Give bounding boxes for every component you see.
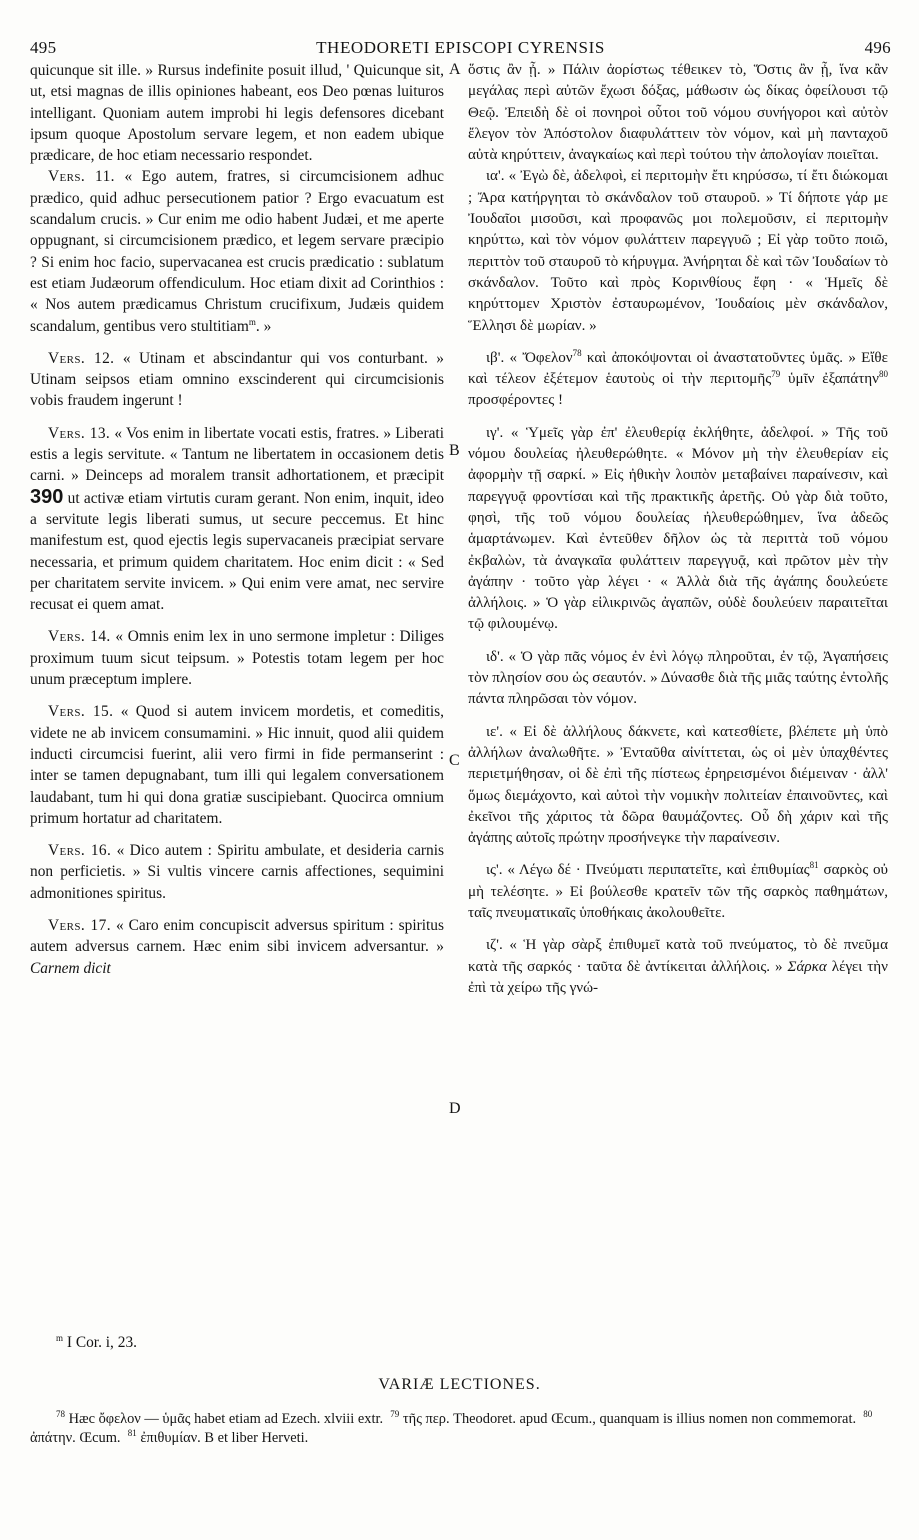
footnote-text: I Cor. i, 23.	[66, 1334, 137, 1351]
footnote-ref: m	[248, 316, 256, 327]
variae-lectiones	[30, 1410, 890, 1448]
verse-label: ις'.	[486, 862, 503, 879]
verse-label: Vers. 15.	[48, 703, 114, 721]
greek-verse-15	[468, 722, 888, 850]
running-header	[30, 37, 891, 59]
verse-label: Vers. 11.	[48, 168, 115, 186]
verse-text: « Dico autem : Spiritu ambulate, et desideria carnis non perficietis. » Si vultis vincere carnis affectiones, sequimini admonitiones spiritus.	[30, 842, 444, 902]
verse-text: « Utinam et abscindantur qui vos conturbant. » Utinam seipsos etiam omnino exscinderent qui circumcisionis vobis fraudem ingerunt !	[30, 349, 444, 410]
greek-verse-16	[468, 860, 888, 924]
verse-label: ιε'.	[486, 723, 503, 740]
verse-tail: λέγει τὴν ἐπὶ τὰ χείρω τῆς γνώ-	[468, 958, 888, 996]
verse-text-cont: ut activæ etiam virtutis curam gerant. Non enim, inquit, ideo a servitute legis liberati sumus, ut secure peccemus. Et hinc manifestum est, quod ejectis legis supervacaneis præcipiat servare necessaria, et primum quidem charitatem. Hoc enim dicit : « Sed per charitatem servite invicem. » Qui enim vere amat, nec servire recusat ei quem amat.	[30, 489, 444, 614]
verse-text: « Ὁ γὰρ πᾶς νόμος ἐν ἑνὶ λόγῳ πληροῦται, ἐν τῷ, Ἀγαπήσεις τὸν πλησίον σου ὡς σεαυτόν. » Δύνασθε διὰ τῆς μιᾶς ταύτης ἐντολῆς πάντα πληρῶσαι τὸν νόμον.	[468, 648, 888, 708]
verse-text: « Ὄφελον	[509, 349, 573, 366]
margin-letter-a: A	[449, 61, 461, 78]
verse-label: ιγ'.	[486, 424, 504, 441]
verse-label: ιβ'.	[486, 349, 505, 366]
page-number-right: 496	[864, 38, 891, 57]
verse-label: Vers. 13.	[48, 424, 111, 442]
variant-text: Hæc ὄφελον — ὑμᾶς habet etiam ad Ezech. xlviii extr.	[68, 1411, 384, 1427]
variant-num: 79	[390, 1409, 400, 1420]
verse-label: ιδ'.	[486, 648, 504, 665]
verse-tail-italic: Σάρκα	[787, 958, 827, 975]
greek-verse-12	[468, 348, 888, 412]
greek-verse-17	[468, 935, 888, 999]
verse-text: « Omnis enim lex in uno sermone impletur : Diliges proximum tuum sicut teipsum. » Potestis totam legem per hoc unum præceptum implere.	[30, 628, 444, 689]
variant-ref-79: 79	[771, 369, 781, 380]
verse-text: προσφέροντες !	[468, 392, 563, 409]
variant-ref-78: 78	[572, 347, 582, 358]
running-title: THEODORETI EPISCOPI CYRENSIS	[316, 38, 605, 57]
latin-intro: quicunque sit ille. » Rursus indefinite posuit illud, ' Quicunque sit, ut, etsi magnas de illis opiniones habeant, eos Deo pœnas luituros intelligant. Quoniam autem improbi hi legis defensores dicebant ipsum quoque Apostolum servare legem, et non eadem ubique prædicare, de hoc etiam necessario respondet.	[30, 62, 444, 165]
margin-letter-b: B	[449, 442, 460, 459]
variant-num: 81	[127, 1428, 137, 1439]
verse-text: « Ὑμεῖς γὰρ ἐπ' ἐλευθερίᾳ ἐκλήθητε, ἀδελφοί. » Τῆς τοῦ νόμου δουλείας ἠλευθερώθητε. « Μόνον μὴ τὴν ἐλευθερίαν εἰς ἀφορμὴν τῇ σαρκί. » Εἰς ἠθικὴν λοιπὸν μεταβαίνει παραίνεσιν, καὶ παρεγγυᾷ φροντίσαι καὶ τῆς πρακτικῆς ἀρετῆς. Οὐ γὰρ διὰ τοῦτο, φησὶ, τῆς τοῦ νόμου δουλείας ἠλευθερώθημεν, ἵνα ἀδεῶς ἁμαρτάνωμεν. Καὶ ἐντεῦθεν δῆλον ὡς τὰ περιττὰ τοῦ νόμου ἐκβαλὼν, τὰ ἀναγκαῖα φυλάττειν παρεγγυᾷ, καὶ πρῶτον μὲν τὴν ἀγάπην · τοῦτο γὰρ λέγει · « Ἀλλὰ διὰ τῆς ἀγάπης δουλεύετε ἀλλήλοις. » Ὁ γὰρ εἰλικρινῶς ἀγαπῶν, οὐδὲ δουλεύειν παραιτεῖται τῷ φιλουμένῳ.	[468, 424, 888, 633]
verse-text-end: . »	[255, 317, 272, 335]
verse-text: « Ἡ γὰρ σὰρξ ἐπιθυμεῖ κατὰ τοῦ πνεύματος, τὸ δὲ πνεῦμα κατὰ τῆς σαρκός · ταῦτα δὲ ἀντίκειται ἀλλήλοις. »	[468, 937, 888, 975]
variant-ref-80: 80	[879, 369, 888, 380]
verse-label: Vers. 17.	[48, 916, 111, 934]
greek-verse-14	[468, 647, 888, 711]
verse-text: « Ἐγὼ δὲ, ἀδελφοὶ, εἰ περιτομὴν ἔτι κηρύσσω, τί ἔτι διώκομαι ; Ἄρα κατήργηται τὸ σκάνδαλον τοῦ σταυροῦ. » Τί δήποτε γάρ με Ἰουδαῖοι μισοῦσι, καὶ προφανῶς μοι πολεμοῦσιν, εἰ περιτομὴν κηρύττω, καὶ τὸν νόμον φυλάττειν παρεγγυῶ ; Εἰ γὰρ τοῦτο ποιῶ, περιττὸν τοῦ σταυροῦ τὸ κήρυγμα. Ἀνήρηται δὲ καὶ τῶν Ἰουδαίων τὸ σκάνδαλον. Τοῦτο καὶ πρὸς Κορινθίους ἔφη · « Ἡμεῖς δὲ κηρύττομεν Χριστὸν ἐσταυρωμένον, Ἰουδαίοις μὲν σκάνδαλον, Ἕλλησι δὲ μωρίαν. »	[468, 168, 888, 334]
verse-label: Vers. 12.	[48, 349, 115, 367]
verse-label: ια'.	[486, 168, 505, 185]
verse-text: σαρκὸς οὐ μὴ τελέσητε. » Εἰ βούλεσθε κρατεῖν τῶν τῆς σαρκὸς παθημάτων, ταῖς πνευματικαῖς ὑποθήκαις ἀκολουθεῖτε.	[468, 862, 888, 921]
variae-lectiones-title: VARIÆ LECTIONES.	[378, 1376, 541, 1393]
footnote-mark: m	[56, 1332, 64, 1343]
verse-text: « Ego autem, fratres, si circumcisionem adhuc prædico, quid adhuc persecutionem patior ? Ergo evacuatum est scandalum crucis. » Cur enim me odio habent Judæi, et me aperte oppugnant, si circumcisionem prædico, et legem servare præcipio ? Si enim hoc facio, supervacanea est crucis prædicatio : sublatum est etiam Judæorum offendiculum. Hoc etiam dixit ad Corinthios : « Nos autem prædicamus Christum crucifixum, Judæis quidem scandalum, gentibus vero stultitiam	[30, 168, 444, 335]
verse-text: « Quod si autem invicem mordetis, et comeditis, videte ne ab invicem consumamini. » Hic innuit, quod alii quidem inducti circumcisi fuerint, alii vero firmi in fide permanserint : inter se tamen depugnabant, tum illi qui legalem conversationem laudabant, tum hi qui dona gratiæ suscipiebant. Quocirca omnium primum hortatur ad charitatem.	[30, 703, 444, 827]
column-number: 390	[30, 485, 64, 508]
latin-verse-12	[30, 348, 444, 412]
verse-tail: Carnem dicit	[30, 959, 111, 977]
latin-verse-13	[30, 423, 444, 616]
margin-letter-c: C	[449, 752, 460, 769]
verse-text: « Vos enim in libertate vocati estis, fratres. » Liberati estis a legis servitute. « Tantum ne libertatem in occasionem detis carni. » Deinceps ad moralem transit adhortationem, et præcipit	[30, 424, 444, 485]
variant-text: ἀπάτην. Œcum.	[30, 1430, 121, 1446]
verse-text: καὶ ἀποκόψονται οἱ ἀναστατοῦντες ὑμᾶς. » Εἴθε καὶ τέλεον ἐξέτεμον ἑαυτοὺς οἱ τὴν περιτομῆς	[468, 349, 889, 388]
verse-text: « Λέγω δέ · Πνεύματι περιπατεῖτε, καὶ ἐπιθυμίας	[507, 862, 810, 879]
verse-label: Vers. 16.	[48, 842, 112, 860]
verse-text: « Caro enim concupiscit adversus spiritum : spiritus autem adversus carnem. Hæc enim sibi invicem adversantur. »	[30, 916, 444, 956]
verse-text: ὑμῖν ἐξαπάτην	[788, 371, 879, 388]
greek-intro: ὅστις ἂν ᾖ. » Πάλιν ἀορίστως τέθεικεν τὸ, Ὅστις ἂν ᾖ, ἵνα κἂν μεγάλας περὶ αὐτῶν ἔχωσι δόξας, μάθωσιν ὡς δίκας ὀφείλουσι τῷ Θεῷ. Ἐπειδὴ δὲ οἱ πονηροὶ οὗτοι τοῦ νόμου συνήγοροι καὶ αὐτὸν ἔλεγον τὸν Ἀπόστολον διαφυλάττειν τὸν νόμον, καὶ μὴ πανταχοῦ αὐτὰ κηρύττειν, ἀναγκαίως καὶ περὶ τούτου τὴν ἀπολογίαν ποιεῖται.	[468, 62, 888, 164]
variant-ref-81: 81	[809, 860, 819, 871]
variant-num: 80	[863, 1409, 873, 1420]
latin-column	[30, 60, 444, 979]
footnote	[56, 1334, 137, 1352]
latin-verse-14	[30, 626, 444, 690]
verse-label: Vers. 14.	[48, 628, 111, 646]
margin-letter-d: D	[449, 1100, 461, 1117]
latin-verse-16	[30, 840, 444, 904]
verse-text: « Εἰ δὲ ἀλλήλους δάκνετε, καὶ κατεσθίετε, βλέπετε μὴ ὑπὸ ἀλλήλων ἀναλωθῆτε. » Ἐνταῦθα αἰνίττεται, ὡς οἱ μὲν ὑπαχθέντες περιετμήθησαν, οἱ δὲ ἐπὶ τῆς πίστεως ἐρηρεισμένοι διέμειναν · ἀλλ' ὅμως διεμάχοντο, καὶ αὐτοὶ τὴν νομικὴν πολιτείαν ἐπαινοῦντες, καὶ ἐκεῖνοι τῆς χάριτος τὰ δῶρα θαυμάζοντες. Οὗ δὴ χάριν καὶ τῆς ἀγάπης αὐτοῖς πρώτην προσήνεγκε τὴν παραίνεσιν.	[468, 723, 888, 847]
latin-verse-15	[30, 701, 444, 829]
greek-verse-13	[468, 423, 888, 636]
page-number-left: 495	[30, 38, 57, 57]
greek-column	[468, 60, 888, 999]
variant-text: ἐπιθυμίαν. B et liber Herveti.	[140, 1430, 309, 1446]
variant-num: 78	[56, 1409, 65, 1420]
greek-verse-11	[468, 166, 888, 336]
latin-verse-11	[30, 166, 444, 336]
variant-text: τῆς περ. Theodoret. apud Œcum., quanquam is illius nomen non commemorat.	[402, 1411, 857, 1427]
verse-label: ιζ'.	[486, 937, 503, 954]
latin-verse-17	[30, 915, 444, 979]
